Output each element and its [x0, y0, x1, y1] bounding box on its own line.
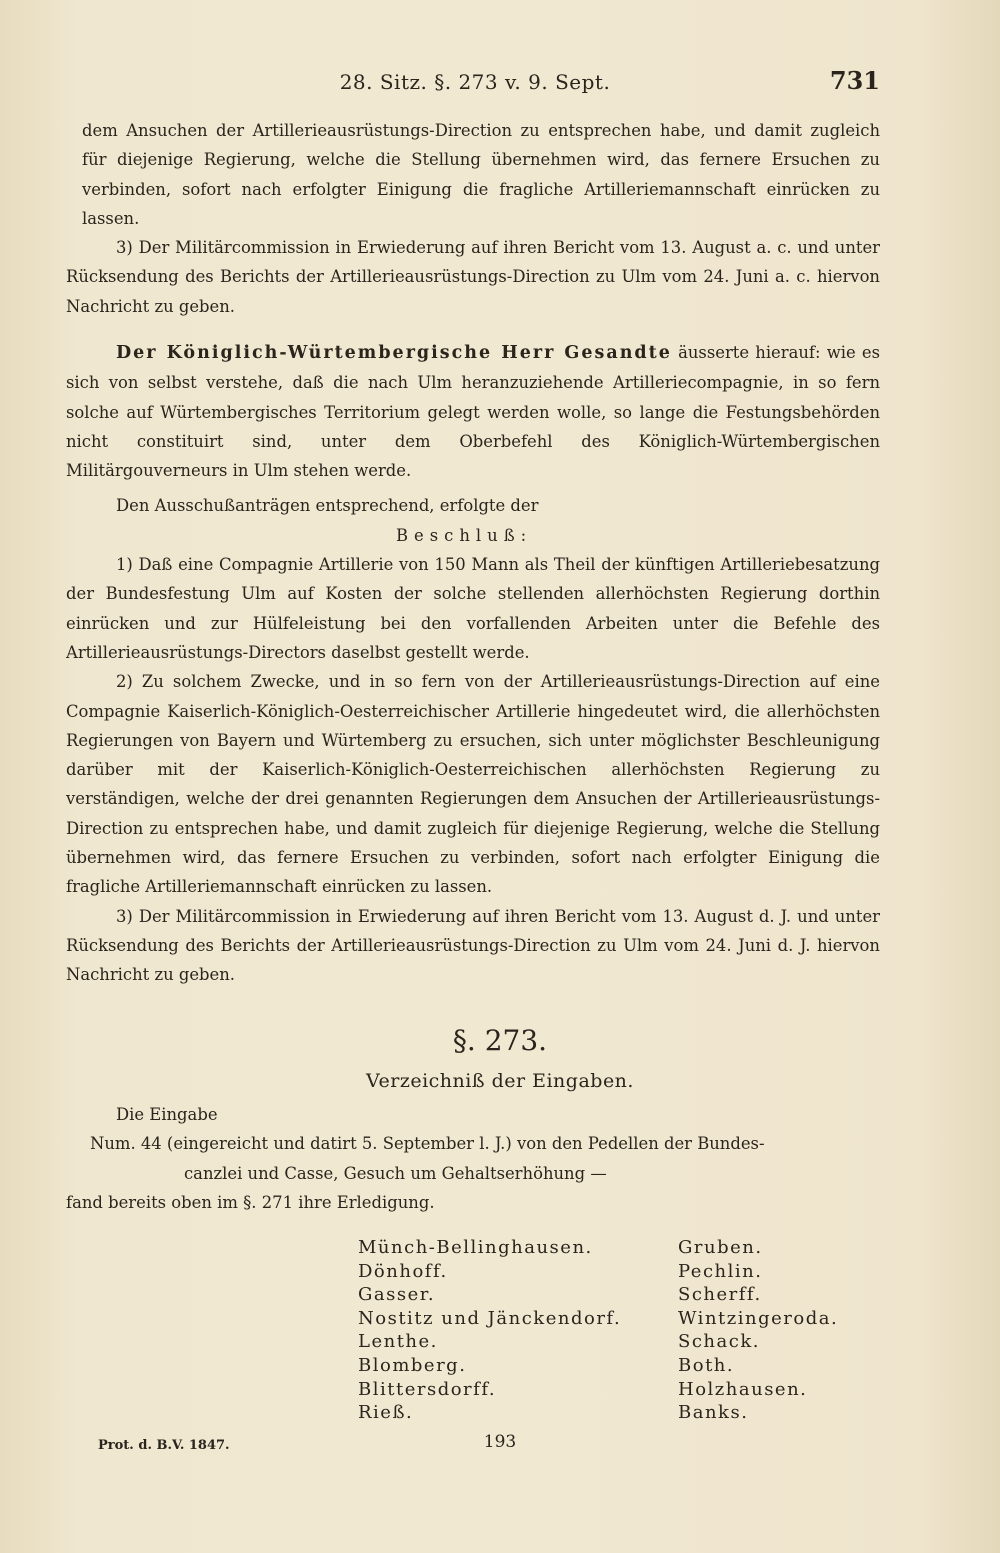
text-block-top: [66, 116, 880, 321]
submission-entry-cont: canzlei und Casse, Gesuch um Gehaltserhöhung —: [184, 1163, 607, 1183]
resolution-item-3: 3) Der Militärcommission in Erwiederung auf ihren Bericht vom 13. August d. J. und unter Rücksendung des Berichts der Artillerieausrüstungs-Direction zu Ulm vom 24. Juni d. J. hiervon Nachricht zu geben.: [66, 906, 880, 985]
submission-label: Die Eingabe: [116, 1105, 218, 1124]
resolution-item-1: 1) Daß eine Compagnie Artillerie von 150 Mann als Theil der künftigen Artilleriebesatzung der Bundesfestung Ulm auf Kosten der solche stellenden allerhöchsten Regierung dorthin einrücken und zur Hülfeleistung bei den vorfallenden Arbeiten unter die Befehle des Artillerieausrüstungs-Directors daselbst gestellt werde.: [66, 555, 880, 662]
signatory-name: Lenthe.: [358, 1331, 438, 1353]
paragraph-continuation: dem Ansuchen der Artillerieausrüstungs-Direction zu entsprechen habe, und damit zugleich für diejenige Regierung, welche die Stellung übernehmen wird, das fernere Ersuchen zu verbinden, sofort nach erfolgter Einigung die fragliche Artilleriemannschaft einrücken zu lassen.: [82, 121, 880, 228]
submission-entry: Num. 44 (eingereicht und datirt 5. September l. J.) von den Pedellen der Bundes-: [90, 1134, 765, 1154]
signatory-name: Gruben.: [678, 1237, 763, 1258]
paragraph-resolution-intro: Den Ausschußanträgen entsprechend, erfolgte der: [116, 496, 539, 516]
signatory-name: Pechlin.: [678, 1260, 763, 1282]
page-number: 731: [829, 66, 880, 95]
resolution-heading: Beschluß:: [396, 525, 533, 545]
signatory-name: Holzhausen.: [678, 1378, 808, 1400]
signatory-name: Münch-Bellinghausen.: [358, 1237, 593, 1258]
signatory-name: Blomberg.: [358, 1354, 467, 1376]
paragraph-item-3: 3) Der Militärcommission in Erwiederung auf ihren Bericht vom 13. August a. c. und unter Rücksendung des Berichts der Artillerieausrüstungs-Direction zu Ulm vom 24. Juni a. c. hiervon Nachricht zu geben.: [66, 238, 880, 316]
page-header: [70, 66, 880, 106]
signatory-name: Rieß.: [358, 1402, 414, 1424]
section-subtitle: Verzeichniß der Eingaben.: [366, 1070, 634, 1092]
signatory-name: Both.: [678, 1354, 735, 1376]
signatory-name: Scherff.: [678, 1284, 762, 1306]
footer-signature-mark: 193: [483, 1432, 517, 1452]
submission-result: fand bereits oben im §. 271 ihre Erledigung.: [66, 1192, 435, 1212]
text-block-main: [66, 338, 880, 990]
running-head: 28. Sitz. §. 273 v. 9. Sept.: [339, 70, 611, 94]
signatory-name: Dönhoff.: [358, 1260, 448, 1282]
speaker-name: Der Königlich-Würtembergische Herr Gesandte: [116, 343, 672, 363]
resolution-item-2: 2) Zu solchem Zwecke, und in so fern von der Artillerieausrüstungs-Direction auf eine Compagnie Kaiserlich-Königlich-Oesterreichischer Artillerie hingedeutet wird, die allerhöchsten Regierungen von Bayern und Würtemberg zu ersuchen, sich unter möglichster Beschleunigung darüber mit der Kaiserlich-Königlich-Oesterreichischen allerhöchsten Regierung zu verständigen, welche der drei genannten Regierungen dem Ansuchen der Artillerieausrüstungs-Direction zu entsprechen habe, und damit zugleich für diejenige Regierung, welche die Stellung übernehmen wird, das fernere Ersuchen zu verbinden, sofort nach erfolgter Einigung die fragliche Artilleriemannschaft einrücken zu lassen.: [66, 672, 880, 897]
signatories-list: [358, 1236, 878, 1425]
statement-text: äusserte hierauf: wie es sich von selbst verstehe, daß die nach Ulm heranzuziehende Artilleriecompagnie, in so fern solche auf Würtembergisches Territorium gelegt werden wolle, so lange die Festungsbehörden nicht constituirt sind, unter dem Oberbefehl des Königlich-Würtembergischen Militärgouverneurs in Ulm stehen werde.: [66, 343, 880, 481]
signatory-name: Gasser.: [358, 1284, 436, 1306]
section-title: §. 273.: [452, 1024, 548, 1057]
signatory-name: Nostitz und Jänckendorf.: [358, 1307, 622, 1329]
submissions-block: [66, 1100, 880, 1217]
signatory-name: Wintzingeroda.: [678, 1307, 839, 1329]
signatory-name: Blittersdorff.: [358, 1378, 497, 1400]
signatory-name: Schack.: [678, 1331, 760, 1353]
footer-citation: Prot. d. B.V. 1847.: [98, 1438, 230, 1453]
paragraph-statement: [66, 338, 880, 485]
signatory-name: Banks.: [678, 1402, 749, 1424]
